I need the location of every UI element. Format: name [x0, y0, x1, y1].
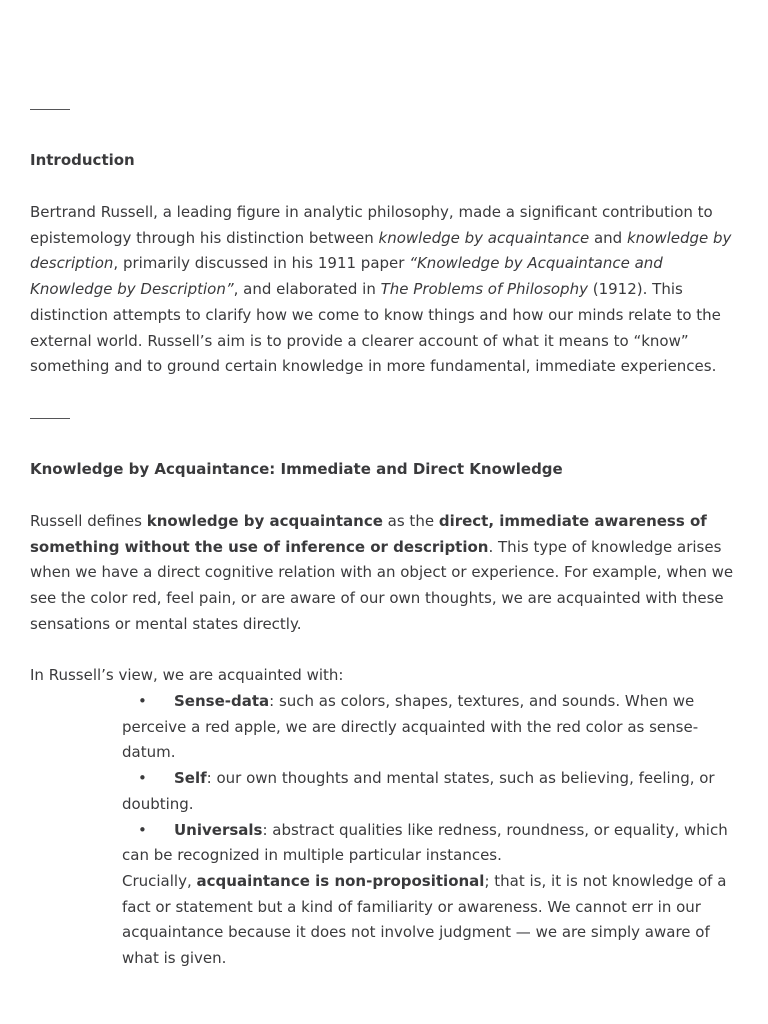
text-run: Russell defines [30, 512, 147, 530]
text-run: as the [382, 512, 439, 530]
section-heading-acquaintance: Knowledge by Acquaintance: Immediate and Direct Knowledge [30, 460, 563, 478]
italic-text: The Problems of Philosophy [380, 280, 588, 299]
list-item [122, 689, 738, 766]
text-run: , and elaborated in [233, 280, 381, 299]
text-run: . This type of knowledge arises when we have a direct cognitive relation with an object or experience. For example, when we see the color red, feel pain, or are aware of our own thoughts, we are acquainted with these sensations or mental states directly. [30, 537, 734, 633]
section-heading-introduction: Introduction [30, 151, 135, 169]
bold-text: acquaintance is non-propositional [196, 872, 485, 890]
definition-paragraph [30, 509, 738, 638]
bullet-icon: • [138, 769, 147, 788]
text-run: ; that is, it is not knowledge of a fact or statement but a kind of familiarity or awareness. We cannot err in our acquaintance because it does not involve judgment — we are simply aware of what is given. [122, 872, 727, 968]
list-item [122, 818, 738, 869]
bullet-icon: • [138, 820, 147, 839]
section-divider [30, 109, 70, 110]
list-item [122, 766, 738, 817]
list-item-term: Sense-data [174, 692, 270, 710]
text-run: and [589, 228, 627, 247]
bold-text: direct, immediate awareness of something without the use of inference or description [30, 512, 707, 556]
bold-text: knowledge by acquaintance [146, 512, 383, 530]
intro-paragraph [30, 200, 738, 380]
list-item-text: : abstract qualities like redness, roundness, or equality, which can be recognized in multiple particular instances. [122, 820, 728, 865]
text-run: Crucially, [122, 872, 197, 890]
list-item-text: : our own thoughts and mental states, such as believing, feeling, or doubting. [122, 769, 715, 813]
italic-text: knowledge by acquaintance [378, 228, 590, 247]
list-intro: In Russell’s view, we are acquainted with: [30, 666, 344, 684]
list-item-text: : such as colors, shapes, textures, and sounds. When we perceive a red apple, we are directly acquainted with the red color as sense-datum. [122, 692, 699, 762]
italic-text: “Knowledge by Acquaintance and Knowledge by Description” [30, 254, 663, 299]
acquaintance-list [122, 689, 738, 869]
text-run: (1912). This distinction attempts to clarify how we come to know things and how our minds relate to the external world. Russell’s aim is to provide a clearer account of what it means to “know” something and to ground certain knowledge in more fundamental, immediate experiences. [30, 280, 721, 376]
section-divider [30, 418, 70, 419]
bullet-icon: • [138, 692, 147, 710]
crucially-paragraph [122, 869, 738, 972]
text-run: , primarily discussed in his 1911 paper [113, 254, 410, 273]
list-item-term: Self [174, 769, 207, 788]
italic-text: knowledge by description [30, 228, 732, 273]
text-run: Bertrand Russell, a leading figure in analytic philosophy, made a significant contribution to epistemology through his distinction between [30, 203, 713, 247]
list-item-term: Universals [174, 820, 263, 839]
